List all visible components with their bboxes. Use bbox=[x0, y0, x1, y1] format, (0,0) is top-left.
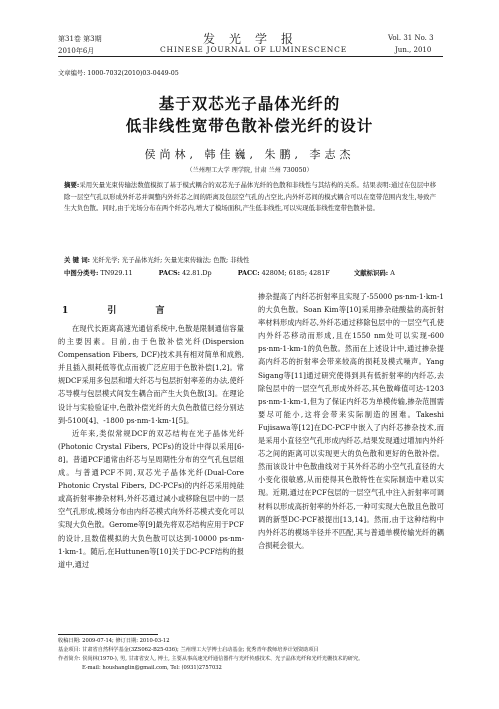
keywords bbox=[64, 255, 436, 264]
classification bbox=[64, 268, 444, 277]
section-1-title: 1 引 言 bbox=[62, 306, 183, 316]
doc-code-label: 文献标识码: bbox=[353, 269, 389, 277]
footnote-email: E-mail: houshanglin@gmail.com, Tel: (0931)2757032 bbox=[82, 665, 222, 671]
footnote-received: 收稿日期: 2009-07-14; 修订日期: 2010-03-12 bbox=[58, 638, 170, 644]
left-paragraph-1: 在现代长距离高速光通信系统中,色散是限制通信容量的主要因素。目前,由于色散补偿光纤(Dispersion Compensation Fibers, DCF)技术具有相对简单和成熟,并且插入损耗低等优点而被广泛应用于色散补偿[1,2]。常规DCF采用多包层和增大纤芯与包层折射率差的办法,使纤芯导模与包层模式间发生耦合而产生大负色散[3]。在理论设计与实验验证中,色散补偿光纤的大负色散值已经分别达到-5100[4]、-1800 ps·nm-1·km-1[5]。 bbox=[58, 324, 244, 425]
keywords-text: 光纤光学; 光子晶体光纤; 矢量光束传输法; 色散; 非线性 bbox=[92, 256, 250, 264]
footnote-bio: 作者简介: 侯尚林(1970-), 男, 甘肃省安人, 博士, 主要从事高速光纤通信器件与光纤传感技术、光子晶体光纤和光纤光栅技术的研究。 bbox=[58, 656, 364, 662]
abstract-label: 摘要: bbox=[64, 181, 80, 189]
header-journal-en: CHINESE JOURNAL OF LUMINESCENCE bbox=[160, 45, 347, 54]
article-number: 文章编号: 1000-7032(2010)03-0449-05 bbox=[58, 70, 179, 77]
pacc-label: PACC: bbox=[237, 269, 260, 277]
footnote-rule bbox=[58, 634, 158, 635]
affiliation: （兰州理工大学 理学院, 甘肃 兰州 730050） bbox=[186, 167, 313, 174]
title-line-1: 基于双芯光子晶体光纤的 bbox=[158, 94, 341, 113]
header-vol-issue-en: Vol. 31 No. 3 bbox=[388, 34, 434, 42]
authors: 侯尚林, 韩佳巍, 朱鹏, 李志杰 bbox=[144, 148, 355, 161]
clc-label: 中图分类号: bbox=[64, 269, 99, 277]
left-column bbox=[58, 322, 244, 571]
abstract bbox=[64, 180, 436, 215]
right-paragraph-1: 掺杂提高了内纤芯折射率且实现了-55000 ps·nm-1·km-1的大负色散。Soan Kim等[10]采用掺杂硅酸盐的高折射率材料形成内纤芯,外纤芯通过移除包层中的一层空气孔使内外纤芯移动而形成,且在1550 nm处可以实现-600 ps·nm-1·km-1的负色散。然而在上述设计中,通过掺杂提高内纤芯的折射率会带来较高的损耗及模式噪声。Yang Sigang等[11]通过研究使得到具有低折射率的内纤芯,去除包层中的一层空气孔形成外纤芯,其色散峰值可达-1203 ps·nm-1·km-1,但为了保证内纤芯为单模传输,掺杂范围需要尽可能小,这将会带来实际制造的困难。Takeshi Fujisawa等[12]在DC-PCF中嵌入了内纤芯掺杂技术,而是采用小直径空气孔形成内纤芯,结果发现通过增加内外纤芯之间的距离可以实现更大的负色散和更好的色散补偿。然而该设计中色散曲线对于其外纤芯的小空气孔直径的大小变化很敏感,从而使得其色散特性在实际制造中难以实现。近期,通过在PCF包层的一层空气孔中注入折射率可调材料以形成高折射率的外纤芯,一种可实现大色散且色散可调的新型DC-PCF被提出[13,14]。然而,由于这种结构中内外纤芯的模场半径并不匹配,其与普通单模传输光纤的耦合损耗会很大。 bbox=[258, 292, 444, 550]
header-rule bbox=[58, 56, 443, 57]
header-vol-issue-cn: 第31卷 第3期 bbox=[58, 35, 102, 43]
right-column bbox=[258, 290, 444, 552]
keywords-label: 关 键 词: bbox=[64, 256, 90, 264]
pacs-value: 42.81.Dp bbox=[182, 269, 212, 277]
title-line-2: 低非线性宽带色散补偿光纤的设计 bbox=[125, 116, 374, 135]
abstract-text: 采用矢量光束传输法数值模拟了基于模式耦合的双芯光子晶体光纤的色散和非线性与其结构的关系。结果表明:通过在包层中移除一层空气孔以形成外纤芯并调整内外纤芯之间的距离及包层空气孔的占空比,内外纤芯间的模式耦合可以在宽带范围内发生,导致产生大负色散。同时,由于光场分布在两个纤芯内,增大了模场面积,产生低非线性,可以实现低非线性宽带色散补偿。 bbox=[64, 181, 437, 213]
pacs-label: PACS: bbox=[158, 269, 181, 277]
clc-value: TN929.11 bbox=[100, 269, 133, 277]
pacc-value: 4280M; 6185; 4281F bbox=[261, 269, 330, 277]
doc-code-value: A bbox=[390, 269, 395, 277]
footnote-funding: 基金项目: 甘肃省自然科学基金(3ZS062-B25-036); 兰州理工大学博士启动基金; 优秀青年教师培养计划资助项目 bbox=[58, 647, 319, 653]
header-journal-cn: 发光学报 bbox=[203, 32, 308, 46]
footnotes bbox=[58, 637, 444, 673]
left-paragraph-2: 近年来,类似常规DCF的双芯结构在光子晶体光纤(Photonic Crystal Fibers, PCFs)的设计中得以采用[6-8]。普通PCF通常由纤芯与呈周期性分布的空气孔包层组成。与普通PCF不同,双芯光子晶体光纤(Dual-Core Photonic Crystal Fibers, DC-PCFs)的内纤芯采用纯硅或高折射率掺杂材料,外纤芯通过减小或移除包层中的一层空气孔形成,模场分布由内纤芯模式向外纤芯模式变化可以实现大负色散。Gerome等[9]最先将双芯结构应用于PCF的设计,且数值模拟的大负色散可以达到-10000 ps·nm-1·km-1。随后,在Huttunen等[10]关于DC-PCF结构的报道中,通过 bbox=[58, 428, 244, 569]
header-date-cn: 2010年6月 bbox=[58, 47, 95, 55]
header-date-en: Jun., 2010 bbox=[395, 46, 432, 54]
